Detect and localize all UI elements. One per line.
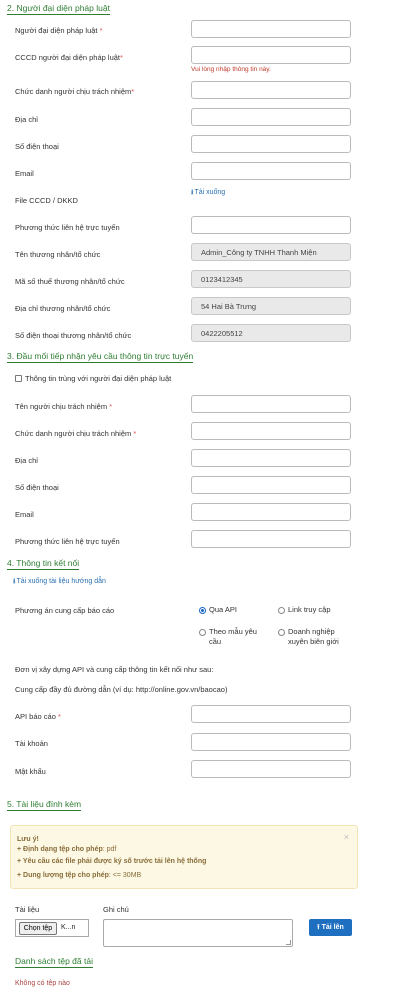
contact-phone-input[interactable] (191, 476, 351, 494)
no-files-text: Không có tệp nào (15, 980, 70, 987)
label-contact-online: Phương thức liên hệ trực tuyến (15, 537, 120, 546)
same-as-legal-rep-label: Thông tin trùng với người đại diện pháp luật (25, 374, 172, 383)
label-id-file: File CCCD / DKKD (15, 196, 78, 205)
label-report-method: Phương án cung cấp báo cáo (15, 606, 115, 615)
label-online-contact: Phương thức liên hệ trực tuyến (15, 223, 120, 232)
label-legal-rep: Người đại diện pháp luật * (15, 26, 103, 35)
file-input[interactable] (15, 919, 89, 937)
org-tax-code-field: 0123412345 (191, 270, 351, 288)
org-phone-field: 0422205512 (191, 324, 351, 342)
section-title-connection: 4. Thông tin kết nối (7, 558, 80, 568)
contact-address-input[interactable] (191, 449, 351, 467)
responsible-title-input[interactable] (191, 81, 351, 99)
label-org-name: Tên thương nhân/tổ chức (15, 250, 101, 259)
section-title-legal-rep: 2. Người đại diện pháp luật (7, 3, 110, 13)
contact-email-input[interactable] (191, 503, 351, 521)
alert-signature-line: + Yêu cầu các file phải được ký số trước tải lên hệ thống (17, 858, 207, 865)
label-org-address: Địa chỉ thương nhân/tổ chức (15, 304, 111, 313)
contact-title-input[interactable] (191, 422, 351, 440)
upload-notice-alert (10, 825, 358, 889)
legal-rep-id-input[interactable] (191, 46, 351, 64)
label-report-api: API báo cáo * (15, 712, 61, 721)
download-id-file-link[interactable]: ⭳Tải xuống (191, 188, 225, 199)
account-input[interactable] (191, 733, 351, 751)
label-phone: Số điện thoại (15, 142, 59, 151)
api-url-hint: Cung cấp đầy đủ đường dẫn (ví dụ: http://online.gov.vn/baocao) (15, 685, 228, 694)
api-note-text: Đơn vị xây dựng API và cung cấp thông tin kết nối như sau: (15, 665, 214, 674)
org-name-field: Admin_Công ty TNHH Thanh Miện (191, 243, 351, 261)
label-legal-rep-id: CCCD người đại diện pháp luật* (15, 53, 123, 62)
file-name: K...n (61, 924, 76, 931)
radio-access-link-label: Link truy cập (288, 605, 331, 614)
phone-input[interactable] (191, 135, 351, 153)
label-address: Địa chỉ (15, 115, 38, 124)
contact-name-input[interactable] (191, 395, 351, 413)
online-contact-input[interactable] (191, 216, 351, 234)
radio-form-template-label: Theo mẫu yêu cầu (209, 627, 257, 646)
legal-rep-id-error: Vui lòng nhập thông tin này. (191, 66, 271, 73)
label-contact-title: Chức danh người chịu trách nhiệm * (15, 429, 137, 438)
choose-file-button[interactable]: Chọn tệp (19, 922, 57, 935)
label-note: Ghi chú (103, 905, 129, 914)
label-account: Tài khoản (15, 739, 48, 748)
upload-button[interactable]: ⭱ Tải lên (309, 919, 352, 936)
label-contact-address: Địa chỉ (15, 456, 38, 465)
radio-cross-border-label: Doanh nghiệp xuyên biên giới (288, 627, 339, 646)
resize-handle-icon[interactable] (286, 940, 291, 945)
upload-icon: ⭱ (317, 924, 320, 931)
label-contact-name: Tên người chịu trách nhiệm * (15, 402, 113, 411)
uploaded-files-title: Danh sách tệp đã tải (15, 956, 93, 966)
radio-api-label: Qua API (209, 605, 237, 614)
download-icon: ⭳ (13, 578, 16, 585)
contact-online-input[interactable] (191, 530, 351, 548)
label-org-tax-code: Mã số thuế thương nhân/tổ chức (15, 277, 125, 286)
radio-cross-border[interactable] (278, 629, 285, 636)
label-org-phone: Số điện thoại thương nhân/tổ chức (15, 331, 132, 340)
label-responsible-title: Chức danh người chịu trách nhiệm* (15, 87, 135, 96)
alert-size-line: + Dung lượng tệp cho phép: <= 30MB (17, 872, 142, 879)
note-textarea[interactable] (103, 919, 293, 947)
section-title-attachments: 5. Tài liệu đính kèm (7, 799, 82, 809)
email-input[interactable] (191, 162, 351, 180)
alert-format-line: + Định dạng tệp cho phép: pdf (17, 846, 117, 853)
label-password: Mật khẩu (15, 767, 46, 776)
download-guide-link[interactable]: ⭳Tải xuống tài liệu hướng dẫn (13, 577, 106, 588)
label-contact-email: Email (15, 510, 34, 519)
label-contact-phone: Số điện thoại (15, 483, 59, 492)
legal-rep-input[interactable] (191, 20, 351, 38)
radio-form-template[interactable] (199, 629, 206, 636)
org-address-field: 54 Hai Bà Trưng (191, 297, 351, 315)
close-icon[interactable]: × (343, 832, 349, 842)
section-title-contact-point: 3. Đầu mối tiếp nhận yêu cầu thông tin trực tuyến (7, 351, 194, 361)
report-api-input[interactable] (191, 705, 351, 723)
download-icon: ⭳ (191, 189, 194, 196)
label-email: Email (15, 169, 34, 178)
radio-access-link[interactable] (278, 607, 285, 614)
radio-api[interactable] (199, 607, 206, 614)
password-input[interactable] (191, 760, 351, 778)
address-input[interactable] (191, 108, 351, 126)
alert-heading: Lưu ý! (17, 836, 39, 843)
label-document: Tài liệu (15, 905, 40, 914)
same-as-legal-rep-checkbox[interactable] (15, 375, 22, 382)
